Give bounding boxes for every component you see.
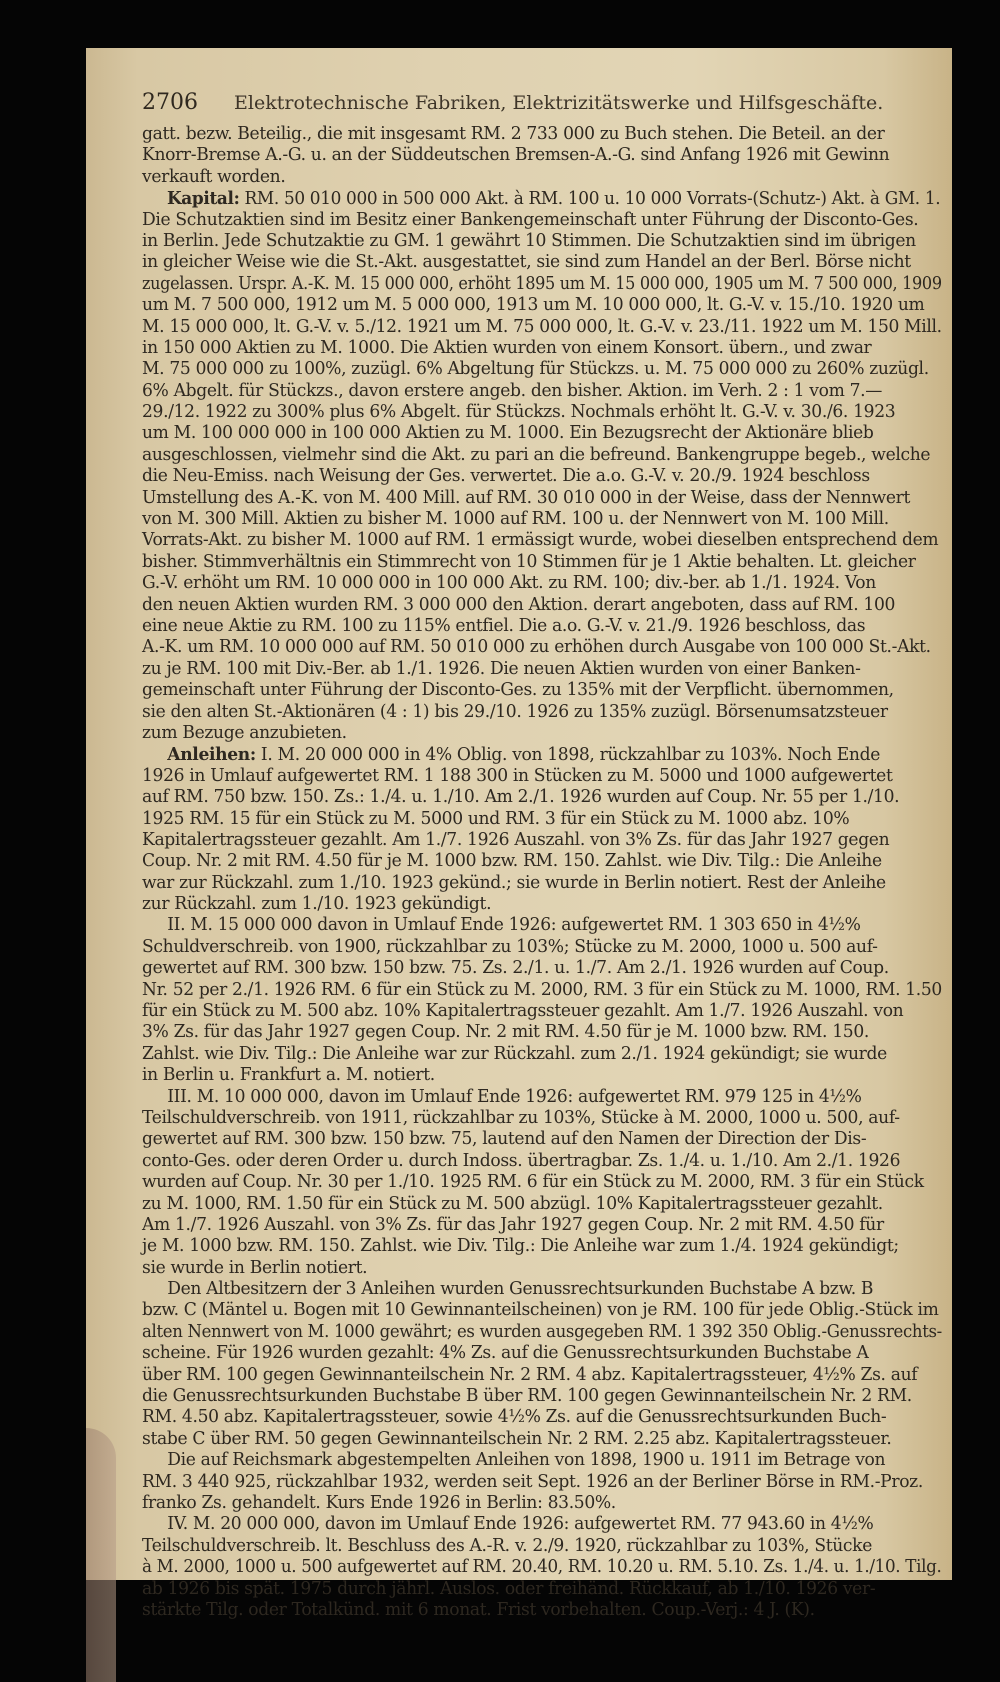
text-line	[142, 851, 942, 872]
text-line	[142, 530, 942, 551]
line-text: Die auf Reichsmark abgestempelten Anleihen von 1898, 1900 u. 1911 im Betrage von	[167, 1450, 886, 1471]
text-line	[142, 958, 942, 979]
line-text: Knorr-Bremse A.-G. u. an der Süddeutschen Bremsen-A.-G. sind Anfang 1926 mit Gewinn	[142, 145, 890, 166]
line-text: in gleicher Weise wie die St.-Akt. ausgestattet, sie sind zum Handel an der Berl. Börse nicht	[142, 252, 911, 273]
line-text: je M. 1000 bzw. RM. 150. Zahlst. wie Div. Tilg.: Die Anleihe war zum 1./4. 1924 gekündigt;	[142, 1236, 899, 1257]
text-line	[142, 1258, 942, 1279]
line-text: 6% Abgelt. für Stückzs., davon erstere angeb. den bisher. Aktion. im Verh. 2 : 1 vom 7.—	[142, 380, 883, 401]
text-line	[142, 509, 942, 530]
line-text: alten Nennwert von M. 1000 gewährt; es wurden ausgegeben RM. 1 392 350 Oblig.-Genussrechts-	[142, 1321, 942, 1342]
text-line	[142, 1129, 942, 1150]
text-line	[142, 1279, 941, 1300]
line-text: II. M. 15 000 000 davon in Umlauf Ende 1926: aufgewertet RM. 1 303 650 in 4½%	[167, 915, 861, 936]
line-text: von M. 300 Mill. Aktien zu bisher M. 1000 auf RM. 100 u. der Nennwert von M. 100 Mill.	[142, 509, 889, 530]
text-line	[142, 273, 942, 295]
section-heading: Anleihen:	[167, 744, 256, 766]
text-line	[142, 873, 942, 894]
line-text: ab 1926 bis spät. 1975 durch jährl. Auslos. oder freihänd. Rückkauf, ab 1./10. 1926 ver-	[142, 1578, 876, 1599]
text-line	[142, 1407, 942, 1428]
line-text: war zur Rückzahl. zum 1./10. 1923 gekünd.; sie wurde in Berlin notiert. Rest der Anleihe	[142, 872, 886, 893]
text-line	[142, 1514, 941, 1535]
line-text: Teilschuldverschreib. von 1911, rückzahlbar zu 103%, Stücke à M. 2000, 1000 u. 500, auf-	[142, 1107, 900, 1128]
text-line	[142, 1022, 942, 1043]
text-line	[142, 1429, 942, 1450]
line-text: Den Altbesitzern der 3 Anleihen wurden Genussrechtsurkunden Buchstabe A bzw. B	[167, 1279, 874, 1300]
line-text: sie wurde in Berlin notiert.	[142, 1257, 368, 1278]
line-text: stabe C über RM. 50 gegen Gewinnanteilschein Nr. 2 RM. 2.25 abz. Kapitalertragssteuer.	[142, 1428, 892, 1449]
section-heading: Kapital:	[166, 188, 240, 210]
line-text: Vorrats-Akt. zu bisher M. 1000 auf RM. 1 ermässigt wurde, wobei dieselben entsprechend dem	[142, 530, 939, 551]
line-text: um M. 7 500 000, 1912 um M. 5 000 000, 1913 um M. 10 000 000, lt. G.-V. v. 15./10. 1920 um	[142, 295, 925, 316]
text-line	[142, 894, 942, 915]
line-text: M. 75 000 000 zu 100%, zuzügl. 6% Abgeltung für Stückzs. u. M. 75 000 000 zu 260% zuzügl.	[142, 359, 929, 380]
text-line	[142, 659, 942, 680]
line-text: RM. 3 440 925, rückzahlbar 1932, werden seit Sept. 1926 an der Berliner Börse in RM.-Proz.	[142, 1471, 923, 1492]
text-line	[142, 423, 942, 444]
line-text: Teilschuldverschreib. lt. Beschluss des A.-R. v. 2./9. 1920, rückzahlbar zu 103%, Stücke	[142, 1535, 873, 1556]
text-line	[142, 252, 942, 273]
text-line	[142, 1194, 942, 1215]
text-line	[142, 723, 942, 744]
line-text: wurden auf Coup. Nr. 30 per 1./10. 1925 RM. 6 für ein Stück zu M. 2000, RM. 3 für ein Stück	[142, 1172, 924, 1193]
text-line	[142, 595, 942, 616]
line-text: gemeinschaft unter Führung der Disconto-Ges. zu 135% mit der Verpflicht. übernommen,	[142, 680, 894, 701]
text-line	[142, 445, 942, 466]
text-line	[142, 145, 942, 166]
line-text: auf RM. 750 bzw. 150. Zs.: 1./4. u. 1./10. Am 2./1. 1926 wurden auf Coup. Nr. 55 per 1./10.	[142, 787, 900, 808]
line-text: Nr. 52 per 2./1. 1926 RM. 6 für ein Stück zu M. 2000, RM. 3 für ein Stück zu M. 1000, RM. 1.50	[142, 979, 942, 1000]
page-number: 2706	[142, 90, 198, 115]
line-text: sie den alten St.-Aktionären (4 : 1) bis 29./10. 1926 zu 135% zuzügl. Börsenumsatzsteuer	[142, 701, 888, 722]
line-text: zu M. 1000, RM. 1.50 für ein Stück zu M. 500 abzügl. 10% Kapitalertragssteuer gezahlt.	[142, 1193, 883, 1214]
line-text: gewertet auf RM. 300 bzw. 150 bzw. 75, lautend auf den Namen der Direction der Dis-	[142, 1129, 867, 1150]
text-line	[142, 381, 942, 402]
text-line	[142, 1172, 942, 1193]
text-line	[142, 1087, 941, 1108]
text-line	[142, 1536, 942, 1557]
thumb-shadow	[86, 1428, 116, 1682]
line-text: Zahlst. wie Div. Tilg.: Die Anleihe war zur Rückzahl. zum 2./1. 1924 gekündigt; sie wurde	[142, 1043, 887, 1064]
line-text: gatt. bezw. Beteilig., die mit insgesamt RM. 2 733 000 zu Buch stehen. Die Beteil. an der	[142, 124, 885, 144]
text-line	[142, 616, 942, 637]
text-line	[142, 124, 942, 145]
line-text: III. M. 10 000 000, davon im Umlauf Ende 1926: aufgewertet RM. 979 125 in 4½%	[167, 1086, 862, 1107]
line-text: Schuldverschreib. von 1900, rückzahlbar zu 103%; Stücke zu M. 2000, 1000 u. 500 auf-	[142, 936, 878, 957]
text-line	[142, 1236, 942, 1257]
text-line	[142, 1493, 942, 1514]
line-text: zugelassen. Urspr. A.-K. M. 15 000 000, erhöht 1895 um M. 15 000 000, 1905 um M. 7 500 000, 1909	[142, 273, 942, 294]
line-text: eine neue Aktie zu RM. 100 zu 115% entfiel. Die a.o. G.-V. v. 21./9. 1926 beschloss, das	[142, 615, 866, 636]
text-line	[142, 295, 942, 316]
text-line	[142, 1151, 942, 1172]
text-line	[142, 1044, 942, 1065]
text-line	[142, 702, 942, 723]
text-line	[142, 1450, 941, 1471]
line-text: Die Schutzaktien sind im Besitz einer Bankengemeinschaft unter Führung der Disconto-Ges.	[142, 209, 919, 230]
line-text: scheine. Für 1926 wurden gezahlt: 4% Zs. auf die Genussrechtsurkunden Buchstabe A	[142, 1343, 869, 1364]
line-text: die Neu-Emiss. nach Weisung der Ges. verwertet. Die a.o. G.-V. v. 20./9. 1924 beschloss	[142, 466, 870, 487]
line-text: in Berlin u. Frankfurt a. M. notiert.	[142, 1065, 435, 1086]
text-line	[142, 1001, 942, 1022]
line-text: stärkte Tilg. oder Totalkünd. mit 6 monat. Frist vorbehalten. Coup.-Verj.: 4 J. (K).	[142, 1599, 815, 1620]
text-line	[142, 466, 942, 487]
line-text: ausgeschlossen, vielmehr sind die Akt. zu pari an die befreund. Bankengruppe begeb., welche	[142, 444, 931, 465]
text-line	[142, 359, 942, 380]
line-text: 29./12. 1922 zu 300% plus 6% Abgelt. für Stückzs. Nochmals erhöht lt. G.-V. v. 30./6. 1923	[142, 402, 896, 423]
line-text: I. M. 20 000 000 in 4% Oblig. von 1898, rückzahlbar zu 103%. Noch Ende	[255, 745, 880, 766]
text-line	[142, 1065, 942, 1086]
text-line	[142, 488, 942, 509]
text-line	[142, 830, 942, 851]
line-text: Coup. Nr. 2 mit RM. 4.50 für je M. 1000 bzw. RM. 150. Zahlst. wie Div. Tilg.: Die Anleihe	[142, 851, 882, 872]
text-line	[142, 552, 942, 573]
text-line	[142, 787, 942, 808]
text-line	[142, 637, 942, 658]
text-line	[142, 766, 942, 787]
text-line	[142, 1365, 942, 1386]
text-line	[142, 1321, 942, 1343]
text-line	[142, 210, 942, 231]
line-text: über RM. 100 gegen Gewinnanteilschein Nr. 2 RM. 4 abz. Kapitalertragssteuer, 4½% Zs. auf	[142, 1364, 918, 1385]
line-text: zum Bezuge anzubieten.	[142, 722, 347, 743]
line-text: 1926 in Umlauf aufgewertet RM. 1 188 300 in Stücken zu M. 5000 und 1000 aufgewertet	[142, 765, 893, 786]
text-line	[142, 402, 942, 423]
line-text: für ein Stück zu M. 500 abz. 10% Kapitalertragssteuer gezahlt. Am 1./7. 1926 Auszahl. von	[142, 1001, 904, 1022]
line-text: A.-K. um RM. 10 000 000 auf RM. 50 010 000 zu erhöhen durch Ausgabe von 100 000 St.-Akt.	[142, 637, 931, 658]
line-text: bzw. C (Mäntel u. Bogen mit 10 Gewinnanteilscheinen) von je RM. 100 für jede Oblig.-Stück im	[142, 1300, 939, 1321]
line-text: 1925 RM. 15 für ein Stück zu M. 5000 und RM. 3 für ein Stück zu M. 1000 abz. 10%	[142, 808, 850, 829]
line-text: à M. 2000, 1000 u. 500 aufgewertet auf RM. 20.40, RM. 10.20 u. RM. 5.10. Zs. 1./4. u. 1./10. Tilg.	[142, 1557, 942, 1578]
text-line	[142, 167, 942, 188]
line-text: M. 15 000 000, lt. G.-V. v. 5./12. 1921 um M. 75 000 000, lt. G.-V. v. 23./11. 1922 um M. 150 Mill.	[142, 316, 942, 337]
line-text: RM. 4.50 abz. Kapitalertragssteuer, sowie 4½% Zs. auf die Genussrechtsurkunden Buch-	[142, 1407, 887, 1428]
text-line	[142, 317, 941, 338]
line-text: Kapitalertragssteuer gezahlt. Am 1./7. 1926 Auszahl. von 3% Zs. für das Jahr 1927 gegen	[142, 829, 890, 850]
line-text: Am 1./7. 1926 Auszahl. von 3% Zs. für das Jahr 1927 gegen Coup. Nr. 2 mit RM. 4.50 für	[142, 1214, 884, 1235]
text-line	[142, 1215, 942, 1236]
text-line	[142, 573, 942, 594]
text-line	[142, 979, 942, 1001]
line-text: um M. 100 000 000 in 100 000 Aktien zu M. 1000. Ein Bezugsrecht der Aktionäre blieb	[142, 423, 874, 444]
book-page	[86, 48, 952, 1620]
line-text: in 150 000 Aktien zu M. 1000. Die Aktien wurden von einem Konsort. übern., und zwar	[142, 337, 872, 358]
line-text: gewertet auf RM. 300 bzw. 150 bzw. 75. Zs. 2./1. u. 1./7. Am 2./1. 1926 wurden auf Coup.	[142, 958, 889, 979]
line-text: die Genussrechtsurkunden Buchstabe B über RM. 100 gegen Gewinnanteilschein Nr. 2 RM.	[142, 1386, 912, 1407]
line-text: Umstellung des A.-K. von M. 400 Mill. auf RM. 30 010 000 in der Weise, dass der Nennwert	[142, 487, 911, 508]
line-text: 3% Zs. für das Jahr 1927 gegen Coup. Nr. 2 mit RM. 4.50 für je M. 1000 bzw. RM. 150.	[142, 1022, 869, 1043]
text-line	[142, 231, 942, 252]
line-text: in Berlin. Jede Schutzaktie zu GM. 1 gewährt 10 Stimmen. Die Schutzaktien sind im übrigen	[142, 230, 916, 251]
text-line	[142, 744, 941, 765]
text-line	[142, 1386, 942, 1407]
text-line	[142, 1600, 942, 1621]
text-line	[142, 1557, 942, 1578]
text-line	[142, 1579, 942, 1600]
running-title: Elektrotechnische Fabriken, Elektrizitätswerke und Hilfsgeschäfte.	[234, 92, 884, 114]
text-line	[142, 1108, 942, 1129]
text-line	[142, 1343, 942, 1364]
text-line	[142, 915, 941, 936]
text-line	[142, 1472, 942, 1493]
text-line	[142, 680, 942, 701]
text-line	[142, 338, 942, 359]
line-text: den neuen Aktien wurden RM. 3 000 000 den Aktion. derart angeboten, dass auf RM. 100	[142, 594, 896, 615]
body-text	[142, 124, 964, 1621]
text-line	[142, 937, 942, 958]
line-text: bisher. Stimmverhältnis ein Stimmrecht von 10 Stimmen für je 1 Aktie behalten. Lt. gleicher	[142, 551, 916, 572]
line-text: zu je RM. 100 mit Div.-Ber. ab 1./1. 1926. Die neuen Aktien wurden von einer Banken-	[142, 658, 861, 679]
text-line	[142, 809, 942, 830]
line-text: conto-Ges. oder deren Order u. durch Indoss. übertragbar. Zs. 1./4. u. 1./10. Am 2./1. 1926	[142, 1150, 901, 1171]
line-text: IV. M. 20 000 000, davon im Umlauf Ende 1926: aufgewertet RM. 77 943.60 in 4½%	[167, 1514, 874, 1535]
text-line	[142, 1300, 942, 1321]
text-line	[142, 188, 941, 210]
line-text: franko Zs. gehandelt. Kurs Ende 1926 in Berlin: 83.50%.	[142, 1493, 616, 1513]
line-text: verkauft worden.	[142, 166, 286, 187]
line-text: zur Rückzahl. zum 1./10. 1923 gekündigt.	[142, 894, 492, 915]
page-header	[142, 90, 942, 120]
line-text: RM. 50 010 000 in 500 000 Akt. à RM. 100 u. 10 000 Vorrats-(Schutz-) Akt. à GM. 1.	[239, 189, 941, 210]
line-text: G.-V. erhöht um RM. 10 000 000 in 100 000 Akt. zu RM. 100; div.-ber. ab 1./1. 1924. Von	[142, 573, 876, 594]
